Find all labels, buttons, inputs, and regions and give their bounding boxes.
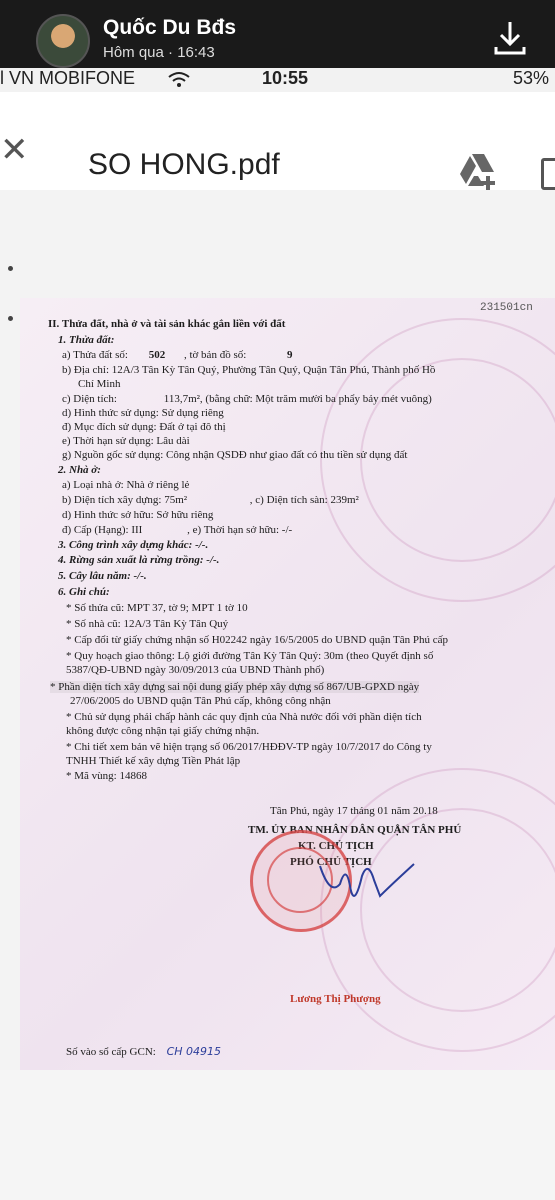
page-marker: [8, 316, 13, 321]
land-heading: 1. Thửa đất:: [58, 334, 115, 346]
signer-name: Lương Thị Phượng: [290, 993, 381, 1005]
issuer-line-2: KT. CHỦ TỊCH: [298, 840, 374, 852]
avatar[interactable]: [36, 14, 90, 68]
notification-bar: [0, 0, 555, 68]
note-7: * Chi tiết xem bản vẽ hiện trạng số 06/2017/HĐĐV-TP ngày 10/7/2017 do Công ty: [66, 741, 432, 753]
other-works: 3. Công trình xây dựng khác: -/-.: [58, 539, 209, 551]
battery-level: 53%: [512, 68, 549, 88]
pdf-viewer-toolbar: [0, 92, 555, 191]
usage-purpose: đ) Mục đích sử dụng: Đất ở tại đô thị: [62, 421, 226, 433]
issuer-line-3: PHÓ CHỦ TỊCH: [290, 856, 372, 868]
plot-number: 502: [148, 349, 166, 361]
map-number: 9: [287, 349, 293, 361]
issue-date: Tân Phú, ngày 17 tháng 01 năm 20.18: [270, 805, 438, 817]
built-area: b) Diện tích xây dựng: 75m²: [62, 494, 188, 506]
file-name: SO HONG.pdf: [88, 148, 280, 181]
download-icon[interactable]: [493, 20, 527, 56]
notes-heading: 6. Ghi chú:: [58, 586, 110, 598]
note-2: * Số nhà cũ: 12A/3 Tân Kỳ Tân Quý: [66, 618, 229, 630]
note-8: * Mã vùng: 14868: [66, 770, 147, 782]
pdf-canvas-bottom: [0, 1070, 555, 1200]
address-line-2: Chí Minh: [78, 378, 121, 390]
clock: 10:55: [262, 68, 309, 88]
section-title: II. Thửa đất, nhà ở và tài sản khác gắn liền với đất: [48, 318, 286, 330]
address-line: b) Địa chỉ: 12A/3 Tân Kỳ Tân Quý, Phường Tân Quý, Quận Tân Phú, Thành phố Hồ: [62, 364, 436, 376]
note-4: * Quy hoạch giao thông: Lộ giới đường Tân Kỳ Tân Quý: 30m (theo Quyết định số: [66, 650, 434, 662]
floor-area: , c) Diện tích sàn: 239m²: [249, 494, 359, 506]
house-heading: 2. Nhà ở:: [58, 464, 101, 476]
ownership-term: , e) Thời hạn sở hữu: -/-: [187, 524, 293, 536]
wifi-icon: [168, 71, 190, 87]
note-4b: 5387/QĐ-UBND ngày 30/09/2013 của UBND Thành phố): [66, 664, 325, 676]
close-icon[interactable]: ✕: [0, 131, 29, 169]
house-grade: đ) Cấp (Hạng): III: [62, 524, 143, 536]
usage-form: d) Hình thức sử dụng: Sử dụng riêng: [62, 407, 224, 419]
note-5b: 27/06/2005 do UBND quận Tân Phú cấp, không công nhận: [70, 695, 331, 707]
usage-term: e) Thời hạn sử dụng: Lâu dài: [62, 435, 190, 447]
note-6b: không được công nhận tại giấy chứng nhận.: [66, 725, 260, 737]
phone-status-bar: [0, 68, 555, 92]
screenshot-image: [0, 68, 555, 1200]
gcn-number: CH 04915: [166, 1045, 222, 1058]
plot-label: a) Thửa đất số:: [62, 349, 128, 361]
usage-origin: g) Nguồn gốc sử dụng: Công nhận QSDĐ như giao đất có thu tiền sử dụng đất: [62, 449, 408, 461]
map-label: , tờ bản đồ số:: [183, 349, 247, 361]
serial-number: 231501cn: [480, 302, 533, 314]
note-1: * Số thửa cũ: MPT 37, tờ 9; MPT 1 tờ 10: [66, 602, 248, 614]
message-time: Hôm qua · 16:43: [103, 44, 215, 61]
page-marker: [8, 266, 13, 271]
certificate-page: [20, 298, 555, 1070]
house-type: a) Loại nhà ở: Nhà ở riêng lẻ: [62, 479, 190, 491]
note-5: * Phần diện tích xây dựng sai nội dung giấy phép xây dựng số 867/UB-GPXD ngày: [50, 681, 420, 693]
forest: 4. Rừng sản xuất là rừng trồng: -/-.: [58, 554, 220, 566]
signature: [310, 856, 420, 916]
perennial-trees: 5. Cây lâu năm: -/-.: [58, 570, 147, 582]
carrier-label: l VN MOBIFONE: [0, 68, 136, 88]
ownership-form: d) Hình thức sở hữu: Sở hữu riêng: [62, 509, 214, 521]
note-6: * Chủ sử dụng phải chấp hành các quy định của Nhà nước đối với phần diện tích: [66, 711, 422, 723]
note-3: * Cấp đổi từ giấy chứng nhận số H02242 ngày 16/5/2005 do UBND quận Tân Phú cấp: [66, 634, 449, 646]
issuer-line-1: TM. ỦY BAN NHÂN DÂN QUẬN TÂN PHÚ: [248, 824, 462, 836]
sender-name: Quốc Du Bđs: [103, 16, 237, 39]
note-7b: TNHH Thiết kế xây dựng Tiền Phát lập: [66, 755, 241, 767]
area-label: c) Diện tích:: [62, 393, 117, 405]
more-icon[interactable]: [541, 158, 555, 190]
area-value: 113,7m², (bằng chữ: Một trăm mười ba phẩy bảy mét vuông): [163, 393, 432, 405]
gcn-label: Số vào sổ cấp GCN:: [66, 1046, 156, 1058]
add-to-drive-icon[interactable]: [458, 152, 500, 190]
